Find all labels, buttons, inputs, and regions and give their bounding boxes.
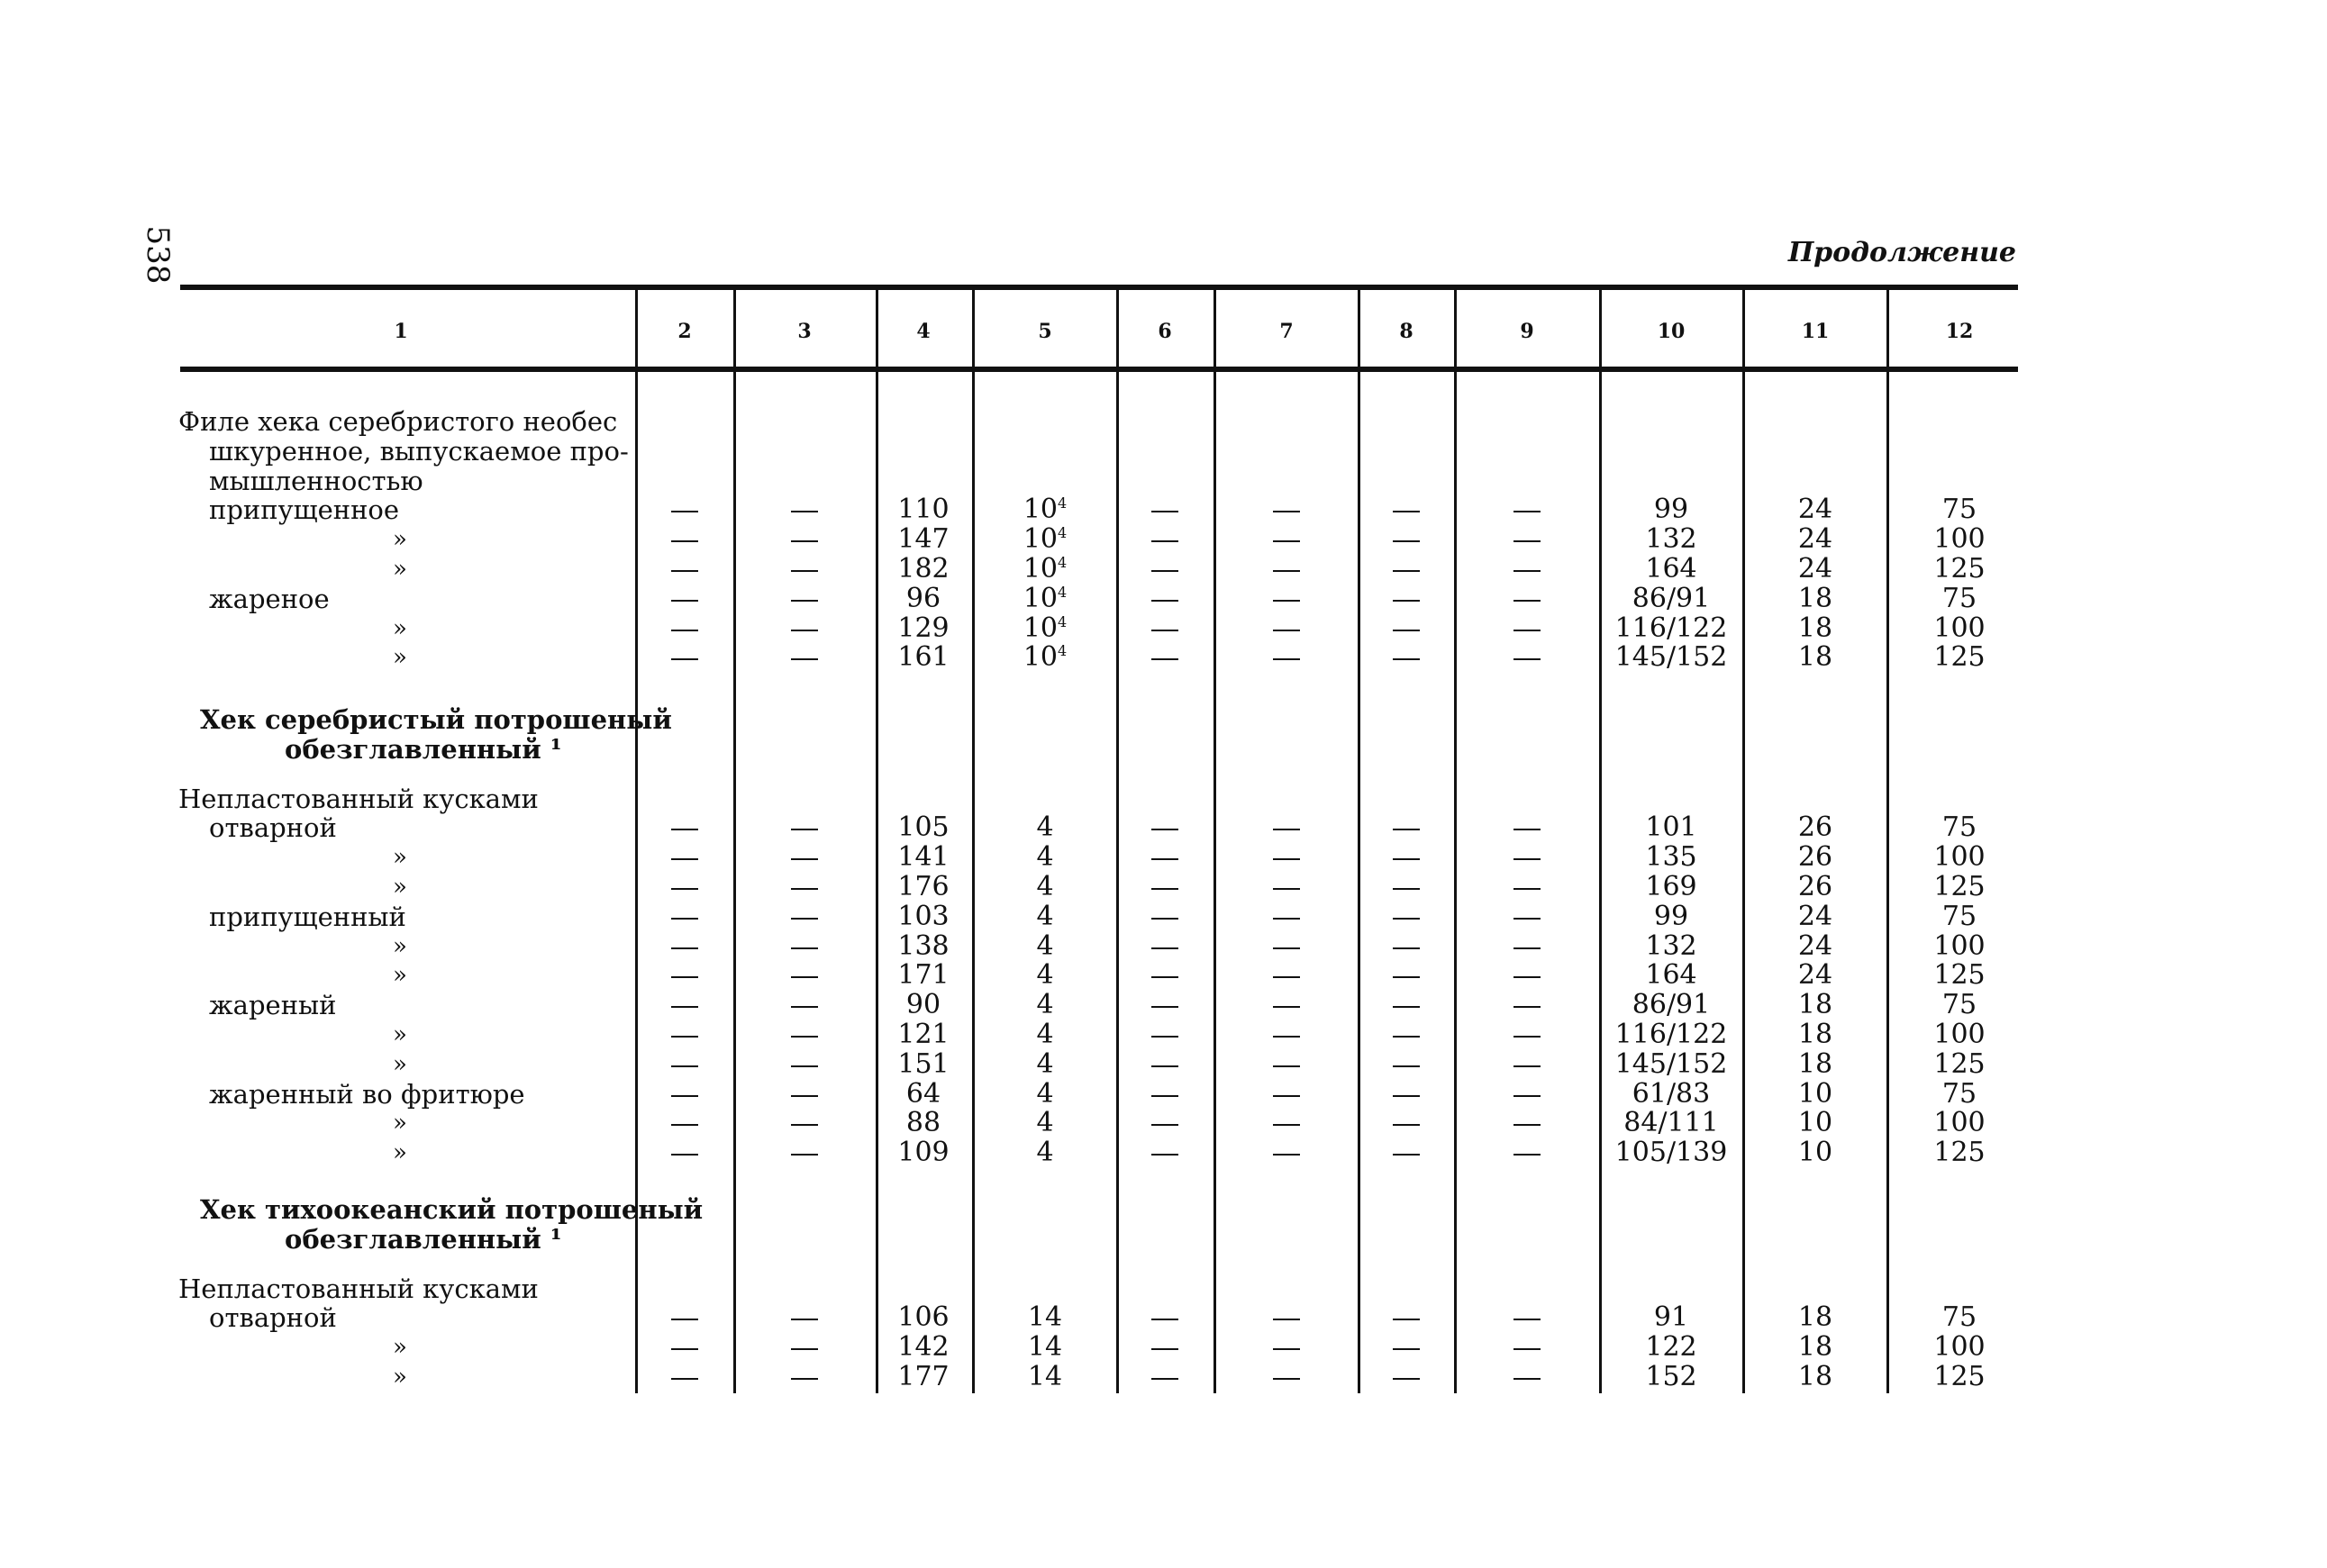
- empty-cell-dash: [1393, 540, 1420, 542]
- empty-cell-dash: [671, 1378, 698, 1380]
- empty-cell-dash: [1151, 600, 1178, 602]
- cell-col-4: 176: [897, 871, 950, 902]
- column-header-10: 10: [1657, 320, 1686, 343]
- cell-col-4: 151: [897, 1047, 950, 1080]
- empty-cell-dash: [791, 1124, 818, 1126]
- cell-col-5: 4: [1036, 871, 1054, 902]
- cell-col-5: $10^4$: [1023, 612, 1068, 644]
- empty-cell-dash: [1513, 630, 1541, 631]
- ditto-mark: »: [393, 1021, 407, 1048]
- cell-col-11: 18: [1797, 1361, 1833, 1392]
- empty-cell-dash: [1273, 918, 1300, 920]
- empty-cell-dash: [791, 570, 818, 572]
- cell-col-4: 90: [905, 989, 941, 1021]
- empty-cell-dash: [791, 600, 818, 602]
- empty-cell-dash: [1151, 1154, 1178, 1156]
- empty-cell-dash: [1393, 1319, 1420, 1320]
- empty-cell-dash: [791, 1095, 818, 1097]
- ditto-mark: »: [393, 932, 407, 960]
- empty-cell-dash: [671, 829, 698, 830]
- cell-col-4: 96: [905, 582, 941, 614]
- empty-cell-dash: [671, 1095, 698, 1097]
- column-header-3: 3: [797, 320, 812, 343]
- empty-cell-dash: [1513, 1095, 1541, 1097]
- section-title-2-line-2: обезглавленный ¹: [285, 733, 562, 765]
- cell-col-4: 88: [905, 1107, 941, 1139]
- page-number: 538: [140, 225, 176, 285]
- empty-cell-dash: [1273, 888, 1300, 890]
- cell-col-10: 164: [1645, 959, 1697, 992]
- row-label: Непластованный кусками: [178, 1273, 539, 1304]
- cell-col-4: 64: [905, 1077, 941, 1110]
- column-rule-5: [972, 287, 975, 1393]
- empty-cell-dash: [791, 658, 818, 660]
- empty-cell-dash: [1151, 1124, 1178, 1126]
- empty-cell-dash: [1393, 1065, 1420, 1067]
- empty-cell-dash: [1393, 1095, 1420, 1097]
- empty-cell-dash: [791, 858, 818, 860]
- empty-cell-dash: [1393, 976, 1420, 978]
- empty-cell-dash: [1513, 829, 1541, 830]
- empty-cell-dash: [1393, 630, 1420, 631]
- empty-cell-dash: [671, 1124, 698, 1126]
- cell-col-5: 14: [1027, 1331, 1063, 1364]
- cell-col-10: 169: [1645, 871, 1697, 902]
- cell-col-12: 125: [1933, 1047, 1986, 1080]
- empty-cell-dash: [791, 1036, 818, 1038]
- empty-cell-dash: [1513, 1006, 1541, 1008]
- cell-col-4: 110: [897, 494, 950, 526]
- row-label: припущенный: [209, 901, 406, 932]
- empty-cell-dash: [791, 1065, 818, 1067]
- cell-col-5: $10^4$: [1023, 553, 1068, 585]
- cell-col-11: 24: [1797, 900, 1833, 932]
- cell-col-11: 18: [1797, 989, 1833, 1021]
- empty-cell-dash: [671, 947, 698, 949]
- continuation-caption: Продолжение: [1787, 237, 2016, 268]
- empty-cell-dash: [1151, 1348, 1178, 1350]
- empty-cell-dash: [1151, 918, 1178, 920]
- cell-col-10: 91: [1653, 1301, 1689, 1334]
- empty-cell-dash: [671, 1065, 698, 1067]
- cell-col-4: 182: [897, 553, 950, 585]
- empty-cell-dash: [671, 570, 698, 572]
- empty-cell-dash: [791, 918, 818, 920]
- cell-col-11: 24: [1797, 553, 1833, 585]
- empty-cell-dash: [671, 630, 698, 631]
- empty-cell-dash: [1513, 658, 1541, 660]
- empty-cell-dash: [1513, 1036, 1541, 1038]
- cell-col-11: 18: [1797, 1019, 1833, 1050]
- cell-col-12: 125: [1933, 959, 1986, 992]
- cell-col-10: 101: [1645, 811, 1697, 844]
- empty-cell-dash: [671, 1319, 698, 1320]
- empty-cell-dash: [1513, 511, 1541, 512]
- empty-cell-dash: [1151, 1006, 1178, 1008]
- empty-cell-dash: [1393, 1154, 1420, 1156]
- empty-cell-dash: [791, 947, 818, 949]
- cell-col-4: 138: [897, 929, 950, 962]
- cell-col-5: 4: [1036, 1047, 1054, 1080]
- empty-cell-dash: [1513, 600, 1541, 602]
- empty-cell-dash: [671, 918, 698, 920]
- cell-col-4: 106: [897, 1301, 950, 1334]
- empty-cell-dash: [1273, 947, 1300, 949]
- ditto-mark: »: [393, 1050, 407, 1078]
- empty-cell-dash: [1393, 600, 1420, 602]
- empty-cell-dash: [1151, 858, 1178, 860]
- cell-col-12: 100: [1933, 612, 1986, 644]
- empty-cell-dash: [791, 888, 818, 890]
- ditto-mark: »: [393, 1364, 407, 1391]
- empty-cell-dash: [1273, 1378, 1300, 1380]
- cell-col-11: 24: [1797, 959, 1833, 992]
- empty-cell-dash: [1151, 888, 1178, 890]
- empty-cell-dash: [671, 511, 698, 512]
- empty-cell-dash: [1273, 1095, 1300, 1097]
- cell-col-12: 125: [1933, 1137, 1986, 1169]
- cell-col-5: 4: [1036, 841, 1054, 874]
- cell-col-11: 18: [1797, 582, 1833, 614]
- cell-col-12: 125: [1933, 641, 1986, 674]
- cell-col-11: 18: [1797, 1047, 1833, 1080]
- cell-col-4: 171: [897, 959, 950, 992]
- empty-cell-dash: [671, 1348, 698, 1350]
- ditto-mark: »: [393, 644, 407, 672]
- cell-col-5: 4: [1036, 989, 1054, 1021]
- empty-cell-dash: [1513, 947, 1541, 949]
- cell-col-12: 125: [1933, 871, 1986, 902]
- cell-col-5: 14: [1027, 1301, 1063, 1334]
- cell-col-5: 4: [1036, 900, 1054, 932]
- empty-cell-dash: [1513, 1124, 1541, 1126]
- row-label: отварной: [209, 1302, 337, 1334]
- ditto-mark: »: [393, 614, 407, 642]
- empty-cell-dash: [1393, 1348, 1420, 1350]
- column-header-1: 1: [394, 320, 408, 343]
- empty-cell-dash: [1513, 1154, 1541, 1156]
- cell-col-12: 75: [1941, 494, 1977, 526]
- cell-col-10: 135: [1645, 841, 1697, 874]
- cell-col-4: 177: [897, 1361, 950, 1392]
- column-header-5: 5: [1038, 320, 1052, 343]
- cell-col-4: 121: [897, 1019, 950, 1050]
- column-header-7: 7: [1279, 320, 1294, 343]
- cell-col-11: 18: [1797, 1301, 1833, 1334]
- empty-cell-dash: [1513, 1378, 1541, 1380]
- cell-col-11: 18: [1797, 641, 1833, 674]
- cell-col-12: 100: [1933, 1331, 1986, 1364]
- cell-col-12: 100: [1933, 1019, 1986, 1050]
- row-label: жаренный во фритюре: [209, 1078, 525, 1110]
- cell-col-10: 84/111: [1623, 1107, 1719, 1139]
- empty-cell-dash: [1273, 600, 1300, 602]
- cell-col-11: 26: [1797, 841, 1833, 874]
- ditto-mark: »: [393, 526, 407, 554]
- cell-col-10: 61/83: [1632, 1077, 1711, 1110]
- cell-col-4: 147: [897, 523, 950, 556]
- empty-cell-dash: [1273, 511, 1300, 512]
- empty-cell-dash: [791, 1006, 818, 1008]
- cell-col-11: 24: [1797, 523, 1833, 556]
- cell-col-5: 4: [1036, 1107, 1054, 1139]
- empty-cell-dash: [1513, 1065, 1541, 1067]
- empty-cell-dash: [791, 1319, 818, 1320]
- empty-cell-dash: [791, 1378, 818, 1380]
- ditto-mark: »: [393, 874, 407, 901]
- cell-col-5: 14: [1027, 1361, 1063, 1392]
- empty-cell-dash: [791, 1348, 818, 1350]
- empty-cell-dash: [1393, 570, 1420, 572]
- empty-cell-dash: [1393, 947, 1420, 949]
- column-rule-8: [1358, 287, 1360, 1393]
- cell-col-10: 132: [1645, 523, 1697, 556]
- section-title-3-line-2: обезглавленный ¹: [285, 1223, 562, 1255]
- empty-cell-dash: [1151, 658, 1178, 660]
- row-label: Непластованный кусками: [178, 783, 539, 814]
- cell-col-10: 122: [1645, 1331, 1697, 1364]
- empty-cell-dash: [671, 888, 698, 890]
- cell-col-4: 161: [897, 641, 950, 674]
- cell-col-10: 116/122: [1614, 1019, 1728, 1050]
- empty-cell-dash: [1151, 947, 1178, 949]
- ditto-mark: »: [393, 844, 407, 872]
- empty-cell-dash: [1513, 1348, 1541, 1350]
- cell-col-4: 129: [897, 612, 950, 644]
- empty-cell-dash: [1273, 1124, 1300, 1126]
- empty-cell-dash: [1273, 540, 1300, 542]
- cell-col-10: 86/91: [1632, 582, 1711, 614]
- empty-cell-dash: [1393, 658, 1420, 660]
- cell-col-11: 10: [1797, 1107, 1833, 1139]
- empty-cell-dash: [1273, 858, 1300, 860]
- section-title-3-line-1: Хек тихоокеанский потрошеный: [200, 1194, 704, 1225]
- empty-cell-dash: [1393, 918, 1420, 920]
- empty-cell-dash: [1513, 976, 1541, 978]
- column-header-12: 12: [1945, 320, 1974, 343]
- empty-cell-dash: [791, 976, 818, 978]
- empty-cell-dash: [1151, 1378, 1178, 1380]
- empty-cell-dash: [1151, 976, 1178, 978]
- column-rule-10: [1599, 287, 1602, 1393]
- column-header-9: 9: [1520, 320, 1534, 343]
- empty-cell-dash: [791, 511, 818, 512]
- cell-col-5: $10^4$: [1023, 582, 1068, 614]
- cell-col-5: $10^4$: [1023, 494, 1068, 526]
- cell-col-12: 125: [1933, 1361, 1986, 1392]
- cell-col-5: $10^4$: [1023, 641, 1068, 674]
- column-header-11: 11: [1801, 320, 1830, 343]
- empty-cell-dash: [1513, 858, 1541, 860]
- empty-cell-dash: [1273, 1319, 1300, 1320]
- cell-col-10: 145/152: [1614, 641, 1728, 674]
- empty-cell-dash: [1273, 570, 1300, 572]
- empty-cell-dash: [791, 1154, 818, 1156]
- cell-col-10: 116/122: [1614, 612, 1728, 644]
- cell-col-10: 145/152: [1614, 1047, 1728, 1080]
- empty-cell-dash: [671, 1154, 698, 1156]
- empty-cell-dash: [1513, 540, 1541, 542]
- column-rule-9: [1454, 287, 1457, 1393]
- column-header-6: 6: [1158, 320, 1172, 343]
- empty-cell-dash: [671, 1036, 698, 1038]
- empty-cell-dash: [1273, 1348, 1300, 1350]
- cell-col-12: 75: [1941, 582, 1977, 614]
- cell-col-10: 152: [1645, 1361, 1697, 1392]
- empty-cell-dash: [1151, 1036, 1178, 1038]
- column-rule-11: [1742, 287, 1745, 1393]
- empty-cell-dash: [1151, 511, 1178, 512]
- cell-col-11: 10: [1797, 1137, 1833, 1169]
- empty-cell-dash: [1151, 1095, 1178, 1097]
- empty-cell-dash: [1393, 1036, 1420, 1038]
- cell-col-5: 4: [1036, 929, 1054, 962]
- cell-col-10: 99: [1653, 494, 1689, 526]
- empty-cell-dash: [1151, 1065, 1178, 1067]
- empty-cell-dash: [671, 540, 698, 542]
- cell-col-12: 100: [1933, 523, 1986, 556]
- empty-cell-dash: [1151, 540, 1178, 542]
- empty-cell-dash: [671, 1006, 698, 1008]
- cell-col-10: 86/91: [1632, 989, 1711, 1021]
- cell-col-11: 10: [1797, 1077, 1833, 1110]
- cell-col-11: 18: [1797, 612, 1833, 644]
- empty-cell-dash: [1393, 511, 1420, 512]
- empty-cell-dash: [671, 976, 698, 978]
- cell-col-12: 100: [1933, 1107, 1986, 1139]
- cell-col-5: $10^4$: [1023, 523, 1068, 556]
- column-rule-3: [733, 287, 736, 1393]
- cell-col-11: 26: [1797, 871, 1833, 902]
- empty-cell-dash: [1273, 1006, 1300, 1008]
- cell-col-5: 4: [1036, 1137, 1054, 1169]
- cell-col-12: 100: [1933, 929, 1986, 962]
- cell-col-4: 141: [897, 841, 950, 874]
- row-label: жареное: [209, 583, 330, 614]
- section-title-2-line-1: Хек серебристый потрошеный: [200, 704, 672, 735]
- ditto-mark: »: [393, 1139, 407, 1167]
- column-header-2: 2: [677, 320, 692, 343]
- cell-col-4: 109: [897, 1137, 950, 1169]
- ditto-mark: »: [393, 1334, 407, 1362]
- row-label: отварной: [209, 812, 337, 844]
- cell-col-12: 100: [1933, 841, 1986, 874]
- empty-cell-dash: [1273, 1065, 1300, 1067]
- empty-cell-dash: [1151, 630, 1178, 631]
- column-rule-12: [1886, 287, 1889, 1393]
- cell-col-4: 142: [897, 1331, 950, 1364]
- empty-cell-dash: [1151, 1319, 1178, 1320]
- cell-col-10: 99: [1653, 900, 1689, 932]
- empty-cell-dash: [1273, 1036, 1300, 1038]
- column-rule-2: [635, 287, 638, 1393]
- empty-cell-dash: [1393, 1378, 1420, 1380]
- empty-cell-dash: [1393, 888, 1420, 890]
- empty-cell-dash: [1151, 570, 1178, 572]
- empty-cell-dash: [791, 829, 818, 830]
- empty-cell-dash: [1151, 829, 1178, 830]
- cell-col-10: 164: [1645, 553, 1697, 585]
- cell-col-12: 125: [1933, 553, 1986, 585]
- cell-col-12: 75: [1941, 900, 1977, 932]
- empty-cell-dash: [1273, 630, 1300, 631]
- empty-cell-dash: [791, 540, 818, 542]
- empty-cell-dash: [671, 600, 698, 602]
- ditto-mark: »: [393, 962, 407, 990]
- cell-col-4: 105: [897, 811, 950, 844]
- empty-cell-dash: [1273, 829, 1300, 830]
- cell-col-5: 4: [1036, 811, 1054, 844]
- cell-col-11: 26: [1797, 811, 1833, 844]
- cell-col-11: 18: [1797, 1331, 1833, 1364]
- empty-cell-dash: [1393, 1124, 1420, 1126]
- row-label: Филе хека серебристого необес: [178, 406, 618, 437]
- empty-cell-dash: [671, 658, 698, 660]
- ditto-mark: »: [393, 1110, 407, 1137]
- cell-col-11: 24: [1797, 494, 1833, 526]
- cell-col-12: 75: [1941, 989, 1977, 1021]
- row-label: жареный: [209, 990, 337, 1021]
- empty-cell-dash: [1393, 858, 1420, 860]
- cell-col-12: 75: [1941, 811, 1977, 844]
- row-label: припущенное: [209, 494, 400, 526]
- column-rule-6: [1116, 287, 1119, 1393]
- empty-cell-dash: [791, 630, 818, 631]
- cell-col-5: 4: [1036, 1077, 1054, 1110]
- column-header-8: 8: [1399, 320, 1413, 343]
- cell-col-11: 24: [1797, 929, 1833, 962]
- cell-col-5: 4: [1036, 1019, 1054, 1050]
- empty-cell-dash: [1513, 888, 1541, 890]
- cell-col-10: 132: [1645, 929, 1697, 962]
- column-rule-4: [876, 287, 878, 1393]
- cell-col-12: 75: [1941, 1077, 1977, 1110]
- empty-cell-dash: [1393, 1006, 1420, 1008]
- row-label: мышленностью: [209, 465, 423, 496]
- empty-cell-dash: [1513, 918, 1541, 920]
- empty-cell-dash: [1513, 1319, 1541, 1320]
- cell-col-10: 105/139: [1614, 1137, 1728, 1169]
- empty-cell-dash: [671, 858, 698, 860]
- column-rule-7: [1213, 287, 1216, 1393]
- ditto-mark: »: [393, 556, 407, 583]
- row-label: шкуренное, выпускаемое про-: [209, 435, 629, 467]
- empty-cell-dash: [1273, 976, 1300, 978]
- empty-cell-dash: [1273, 658, 1300, 660]
- cell-col-5: 4: [1036, 959, 1054, 992]
- column-header-4: 4: [916, 320, 931, 343]
- empty-cell-dash: [1393, 829, 1420, 830]
- empty-cell-dash: [1273, 1154, 1300, 1156]
- cell-col-12: 75: [1941, 1301, 1977, 1334]
- cell-col-4: 103: [897, 900, 950, 932]
- empty-cell-dash: [1513, 570, 1541, 572]
